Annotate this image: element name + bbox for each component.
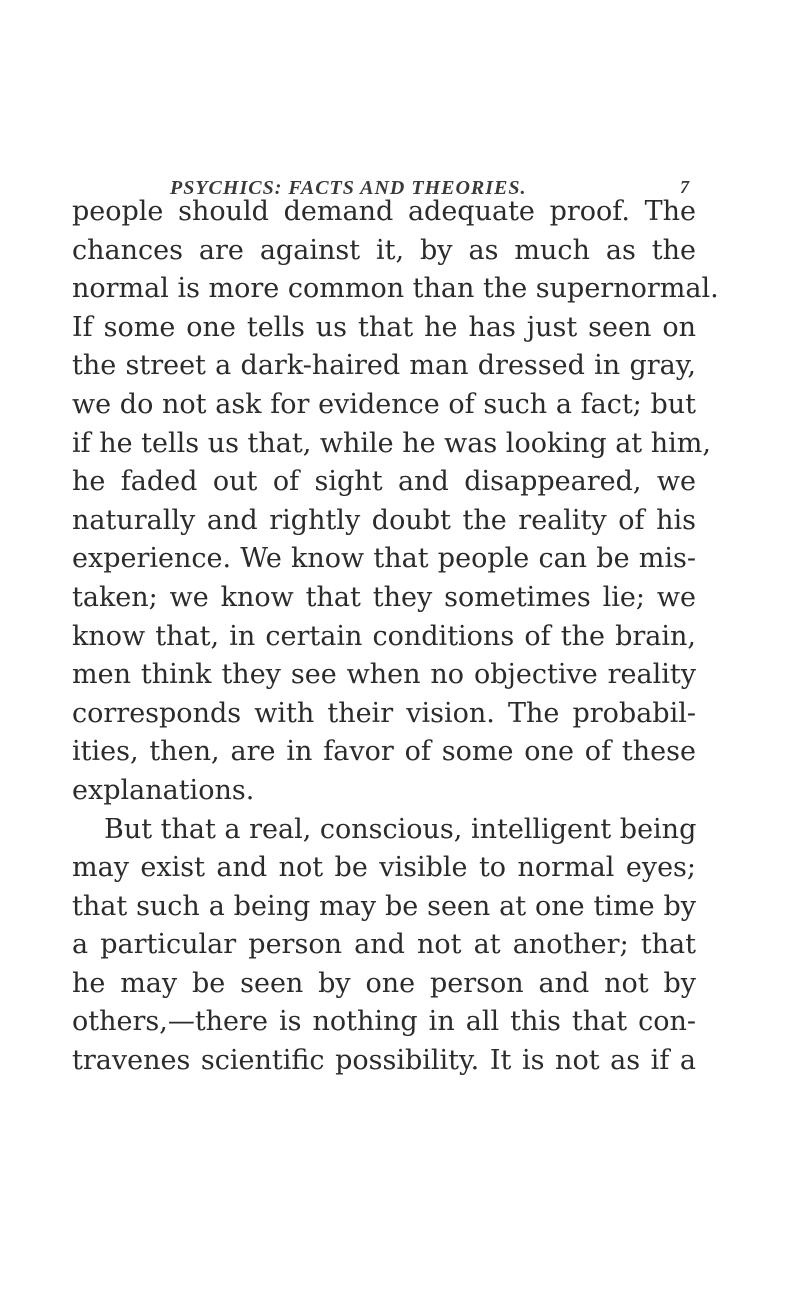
body-text	[72, 193, 719, 1081]
text-line: if he tells us that, while he was looking at him,	[72, 427, 711, 459]
text-line: he faded out of sight and disappeared, we	[72, 466, 696, 498]
text-line: normal is more common than the supernormal.	[72, 273, 719, 305]
text-line: corresponds with their vision. The probabil-	[72, 697, 696, 729]
paragraph-first-line: But that a real, conscious, intelligent being	[104, 813, 697, 845]
text-line: a particular person and not at another; that	[72, 929, 696, 961]
text-line: we do not ask for evidence of such a fact; but	[72, 388, 696, 420]
text-line: chances are against it, by as much as the	[72, 234, 696, 266]
text-line: people should demand adequate proof. The	[72, 196, 696, 227]
text-line: travenes scientific possibility. It is not as if a	[72, 1045, 696, 1077]
text-line: experience. We know that people can be mis-	[72, 543, 696, 575]
text-line: know that, in certain conditions of the brain,	[72, 620, 696, 652]
text-line: that such a being may be seen at one time by	[72, 890, 696, 922]
text-line: he may be seen by one person and not by	[72, 967, 696, 999]
text-line: may exist and not be visible to normal eyes;	[72, 852, 696, 884]
running-head-title: PSYCHICS: FACTS AND THEORIES.	[170, 177, 527, 199]
text-line: men think they see when no objective reality	[72, 659, 696, 691]
text-line: If some one tells us that he has just seen on	[72, 311, 696, 343]
text-line: ities, then, are in favor of some one of these	[72, 736, 696, 768]
text-line: taken; we know that they sometimes lie; we	[72, 581, 696, 613]
text-line: naturally and rightly doubt the reality of his	[72, 504, 696, 536]
text-line: explanations.	[72, 774, 255, 806]
text-line: the street a dark-haired man dressed in gray,	[72, 350, 696, 382]
page-number: 7	[680, 177, 690, 197]
text-line: others,—there is nothing in all this that con-	[72, 1006, 696, 1038]
